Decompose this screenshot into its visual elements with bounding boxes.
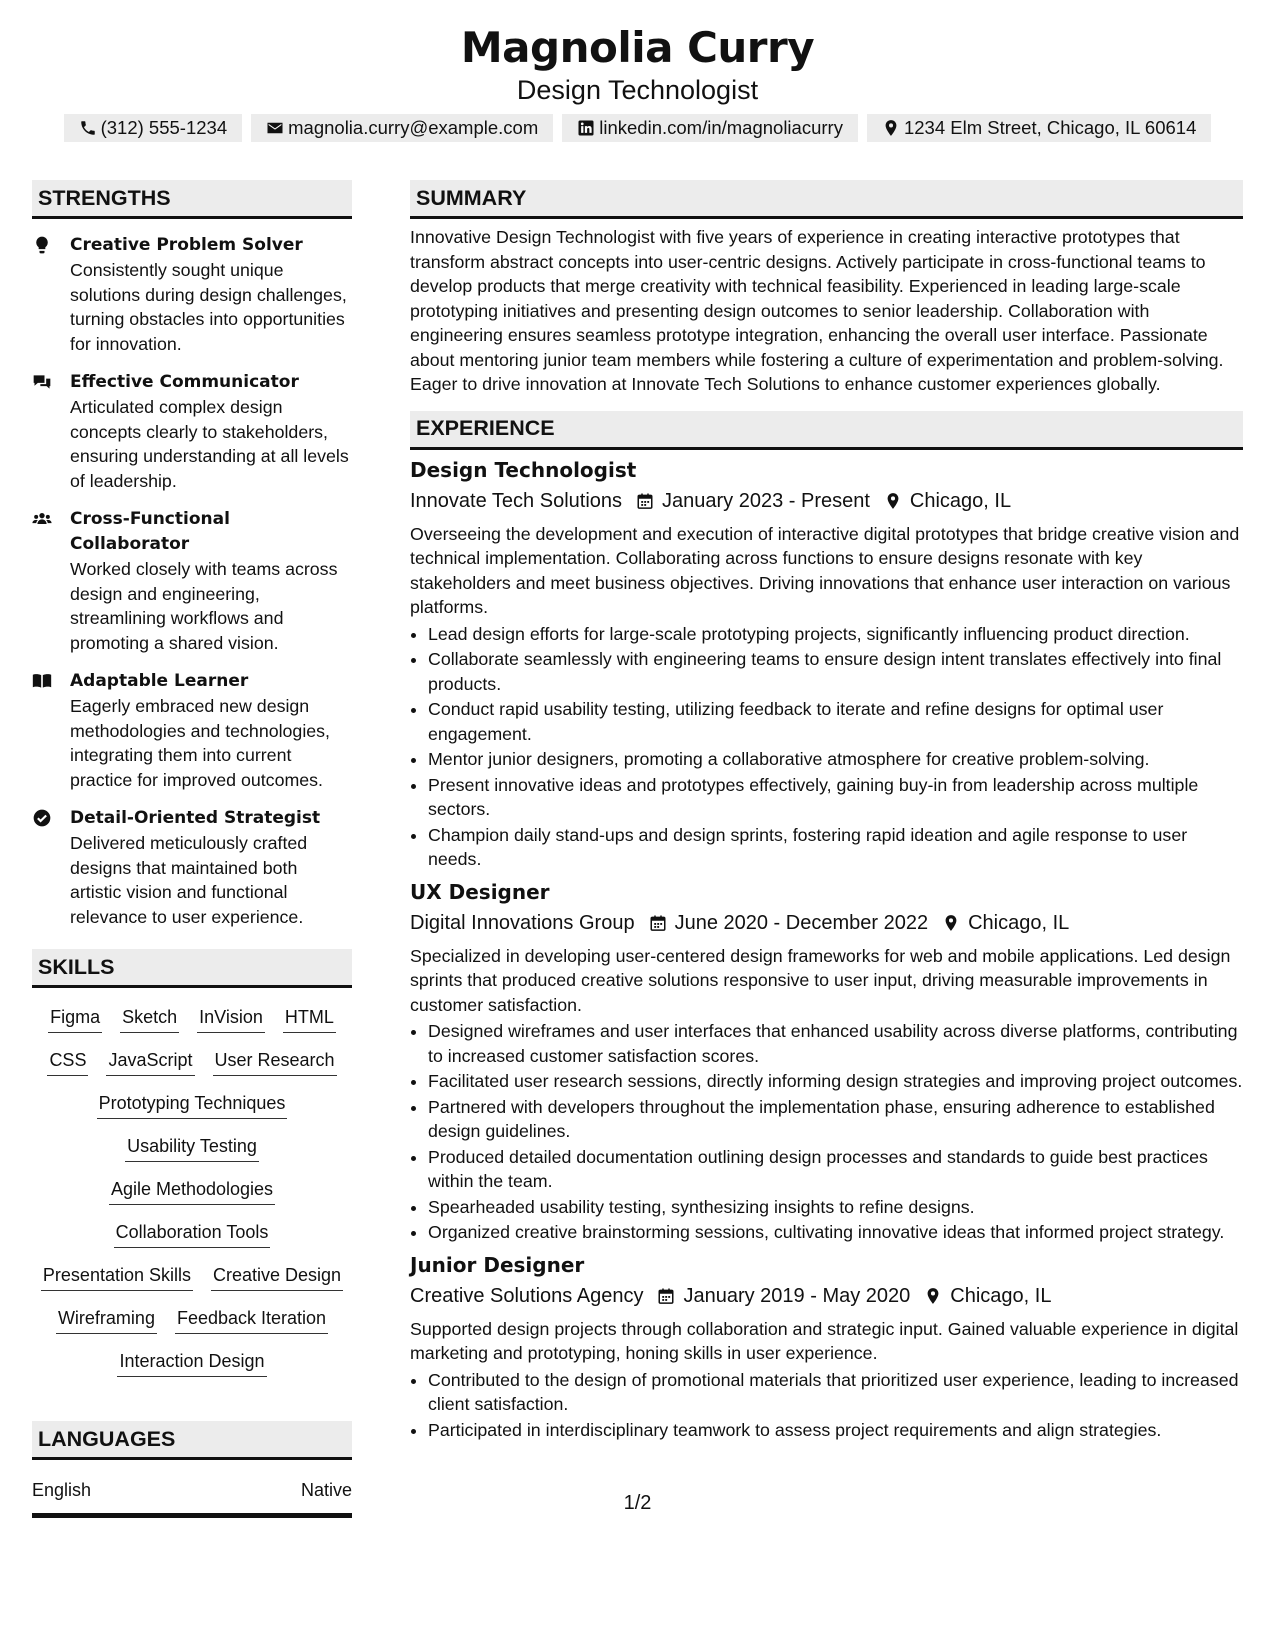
calendar-icon bbox=[657, 1287, 675, 1305]
envelope-icon bbox=[266, 119, 284, 137]
strength-desc: Eagerly embraced new design methodologies and technologies, integrating them into current practice for improved outcomes. bbox=[70, 696, 330, 790]
skill-tag: Presentation Skills bbox=[41, 1262, 193, 1291]
job-description: Supported design projects through collaboration and strategic input. Gained valuable experience in digital marketing and prototyping, honing skills in user experience. bbox=[410, 1318, 1239, 1363]
left-column bbox=[32, 180, 352, 1518]
job-title: UX Designer bbox=[410, 879, 550, 904]
phone-icon bbox=[79, 119, 97, 137]
summary-heading: SUMMARY bbox=[410, 180, 1243, 219]
strength-item bbox=[32, 806, 352, 929]
job-bullet: • Partnered with developers throughout the implementation phase, ensuring adherence to established design guidelines. bbox=[428, 1095, 1243, 1144]
skill-tag: Sketch bbox=[120, 1004, 179, 1033]
skill-tag: Interaction Design bbox=[117, 1348, 266, 1377]
map-pin-icon bbox=[924, 1287, 942, 1305]
strength-item bbox=[32, 507, 352, 655]
strength-title: Effective Communicator bbox=[70, 372, 299, 392]
job-bullet: • Participated in interdisciplinary teamwork to assess project requirements and align strategies. bbox=[428, 1418, 1243, 1443]
strengths-heading: STRENGTHS bbox=[32, 180, 352, 219]
job-description: Specialized in developing user-centered design frameworks for web and mobile applications. Led design sprints that produced creative solutions responsive to user input, driving measurable improvements in customer satisfaction. bbox=[410, 945, 1231, 1015]
candidate-name: Magnolia Curry bbox=[460, 23, 815, 72]
resume-header bbox=[0, 22, 1275, 106]
summary-text: Innovative Design Technologist with five years of experience in creating interactive prototypes that transform abstract concepts into user-centric designs. Actively participate in cross-functional teams to develop products that merge creativity with technical feasibility. Experienced in leading large-scale prototyping initiatives and presenting design outcomes to senior leadership. Collaboration with engineering ensures seamless prototype integration, enhancing the overall user interface. Passionate about mentoring junior team members while fostering a culture of experimentation and problem-solving. Eager to drive innovation at Innovate Tech Solutions to enhance customer experiences globally. bbox=[410, 227, 1224, 394]
job-title: Junior Designer bbox=[410, 1252, 585, 1277]
job-bullet: • Organized creative brainstorming sessions, cultivating innovative ideas that informed project strategy. bbox=[428, 1220, 1243, 1245]
map-pin-icon bbox=[882, 119, 900, 137]
contact-linkedin-text: linkedin.com/in/magnoliacurry bbox=[599, 117, 843, 138]
strength-title: Creative Problem Solver bbox=[70, 235, 303, 255]
skill-tag: Feedback Iteration bbox=[175, 1305, 328, 1334]
job-bullets bbox=[410, 1019, 1243, 1245]
job-location: Chicago, IL bbox=[950, 1284, 1052, 1307]
job-company: Creative Solutions Agency bbox=[410, 1284, 644, 1307]
job-bullet: • Collaborate seamlessly with engineering teams to ensure design intent translates effectively into final products. bbox=[428, 647, 1243, 696]
job-meta bbox=[410, 1281, 1243, 1311]
job-dates: June 2020 - December 2022 bbox=[674, 911, 929, 934]
strength-desc: Delivered meticulously crafted designs that maintained both artistic vision and functional relevance to user experience. bbox=[70, 833, 308, 927]
skill-tag: Agile Methodologies bbox=[109, 1176, 275, 1205]
contact-email[interactable] bbox=[251, 114, 553, 142]
strength-item bbox=[32, 233, 352, 356]
users-icon bbox=[32, 509, 52, 529]
job-description: Overseeing the development and execution of interactive digital prototypes that bridge creative vision and technical implementation. Collaborating across functions to ensure designs resonate with key stakeholders and meet business objectives. Driving innovations that enhance user interaction on various platforms. bbox=[410, 523, 1240, 617]
skill-tag: Collaboration Tools bbox=[114, 1219, 271, 1248]
job-bullet: • Conduct rapid usability testing, utilizing feedback to iterate and refine designs for optimal user engagement. bbox=[428, 697, 1243, 746]
job-bullet: • Lead design efforts for large-scale prototyping projects, significantly influencing product direction. bbox=[428, 622, 1243, 647]
job-meta bbox=[410, 908, 1243, 938]
job-dates: January 2023 - Present bbox=[662, 489, 870, 512]
strength-item bbox=[32, 669, 352, 792]
job-entry bbox=[410, 1251, 1243, 1443]
contact-bar bbox=[0, 114, 1275, 142]
strength-item bbox=[32, 370, 352, 493]
job-dates: January 2019 - May 2020 bbox=[683, 1284, 911, 1307]
job-title: Design Technologist bbox=[410, 457, 637, 482]
job-entry bbox=[410, 456, 1243, 872]
experience-heading: EXPERIENCE bbox=[410, 411, 1243, 450]
skill-tag: Prototyping Techniques bbox=[97, 1090, 288, 1119]
lightbulb-icon bbox=[32, 235, 52, 255]
contact-address-text: 1234 Elm Street, Chicago, IL 60614 bbox=[903, 117, 1197, 138]
job-meta bbox=[410, 486, 1243, 516]
calendar-icon bbox=[636, 492, 654, 510]
job-location: Chicago, IL bbox=[909, 489, 1012, 512]
linkedin-icon bbox=[577, 119, 595, 137]
skill-tag: Wireframing bbox=[56, 1305, 157, 1334]
strength-desc: Consistently sought unique solutions during design challenges, turning obstacles into opportunities for innovation. bbox=[70, 260, 347, 354]
check-circle-icon bbox=[32, 808, 52, 828]
skill-tag: User Research bbox=[213, 1047, 337, 1076]
languages-heading: LANGUAGES bbox=[32, 1421, 352, 1460]
strength-title: Detail-Oriented Strategist bbox=[70, 808, 321, 828]
skill-tag: Figma bbox=[48, 1004, 102, 1033]
skill-tag: Usability Testing bbox=[125, 1133, 259, 1162]
skill-tag: HTML bbox=[283, 1004, 336, 1033]
job-bullet: • Spearheaded usability testing, synthesizing insights to refine designs. bbox=[428, 1195, 1243, 1220]
language-level: Native bbox=[300, 1480, 352, 1500]
language-name: English bbox=[32, 1480, 92, 1500]
contact-address bbox=[867, 114, 1211, 142]
candidate-title: Design Technologist bbox=[516, 75, 759, 105]
contact-phone[interactable] bbox=[64, 114, 243, 142]
contact-phone-text: (312) 555-1234 bbox=[100, 117, 228, 138]
job-bullet: • Champion daily stand-ups and design sprints, fostering rapid ideation and agile response to user needs. bbox=[428, 823, 1243, 872]
job-bullet: • Mentor junior designers, promoting a collaborative atmosphere for creative problem-solving. bbox=[428, 747, 1243, 772]
job-bullet: • Produced detailed documentation outlining design processes and standards to guide best practices within the team. bbox=[428, 1145, 1243, 1194]
job-bullet: • Contributed to the design of promotional materials that prioritized user experience, leading to increased client satisfaction. bbox=[428, 1368, 1243, 1417]
job-bullet: • Present innovative ideas and prototypes effectively, gaining buy-in from leadership across multiple sectors. bbox=[428, 773, 1243, 822]
skill-tag: CSS bbox=[47, 1047, 88, 1076]
skill-tag: JavaScript bbox=[106, 1047, 194, 1076]
job-company: Digital Innovations Group bbox=[410, 911, 635, 934]
job-location: Chicago, IL bbox=[968, 911, 1070, 934]
page-number: 1/2 bbox=[623, 1492, 652, 1514]
contact-linkedin[interactable] bbox=[562, 114, 858, 142]
strength-desc: Worked closely with teams across design and engineering, streamlining workflows and promoting a shared vision. bbox=[70, 559, 338, 653]
map-pin-icon bbox=[942, 914, 960, 932]
map-pin-icon bbox=[884, 492, 902, 510]
book-icon bbox=[32, 671, 52, 691]
job-entry bbox=[410, 878, 1243, 1245]
job-company: Innovate Tech Solutions bbox=[410, 489, 623, 512]
contact-email-text: magnolia.curry@example.com bbox=[288, 117, 539, 138]
skills-heading: SKILLS bbox=[32, 949, 352, 988]
comments-icon bbox=[32, 372, 52, 392]
strength-title: Adaptable Learner bbox=[70, 671, 249, 691]
job-bullets bbox=[410, 1368, 1243, 1443]
job-bullet: • Facilitated user research sessions, directly informing design strategies and improving project outcomes. bbox=[428, 1069, 1243, 1094]
skill-tag: Creative Design bbox=[211, 1262, 343, 1291]
job-bullet: • Designed wireframes and user interfaces that enhanced usability across diverse platforms, contributing to increased customer satisfaction scores. bbox=[428, 1019, 1243, 1068]
job-bullets bbox=[410, 622, 1243, 872]
skills-list bbox=[32, 1004, 352, 1377]
strength-desc: Articulated complex design concepts clearly to stakeholders, ensuring understanding at all levels of leadership. bbox=[70, 397, 349, 491]
strength-title: Cross-Functional Collaborator bbox=[70, 509, 230, 554]
right-column bbox=[410, 180, 1243, 1443]
skill-tag: InVision bbox=[197, 1004, 265, 1033]
calendar-icon bbox=[649, 914, 667, 932]
